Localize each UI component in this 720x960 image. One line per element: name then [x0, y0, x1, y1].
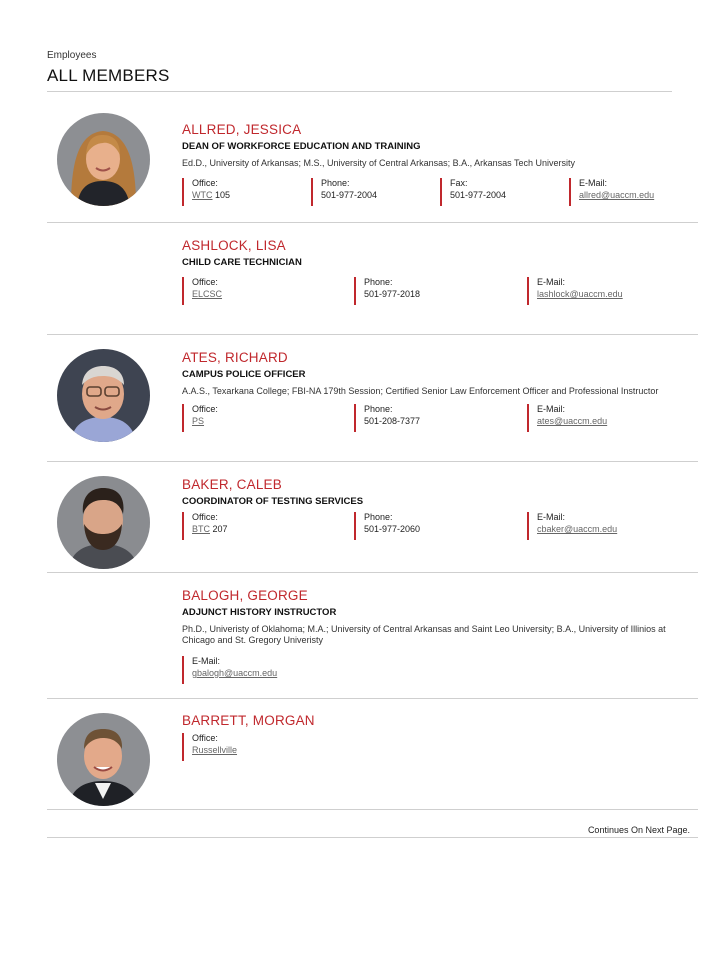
email-link[interactable]: ates@uaccm.edu	[537, 416, 608, 426]
contact-fields	[182, 512, 692, 540]
contact-fields	[182, 178, 692, 206]
title-divider	[47, 91, 672, 92]
avatar	[57, 349, 150, 442]
member-card	[47, 462, 698, 573]
portrait-photo-icon	[57, 476, 150, 569]
avatar	[57, 113, 150, 206]
email-field: E-Mail: lashlock@uaccm.edu	[527, 277, 623, 305]
fax-field: Fax: 501-977-2004	[440, 178, 506, 206]
member-card	[47, 699, 698, 810]
member-education: Ph.D., Univeristy of Oklahoma; M.A.; University of Central Arkansas and Saint Leo University; B.A., University of Illinios at Chicago and St. Gregory Univeristy	[182, 624, 666, 645]
member-name: BARRETT, MORGAN	[182, 713, 315, 728]
avatar	[57, 476, 150, 569]
portrait-photo-icon	[57, 713, 150, 806]
member-role: ADJUNCT HISTORY INSTRUCTOR	[182, 607, 337, 618]
portrait-photo-icon	[57, 113, 150, 206]
email-link[interactable]: allred@uaccm.edu	[579, 190, 655, 200]
contact-fields	[182, 277, 692, 305]
member-name: ASHLOCK, LISA	[182, 238, 286, 253]
page-title: ALL MEMBERS	[47, 66, 170, 85]
office-field: Office: BTC 207	[182, 512, 228, 540]
member-name: ATES, RICHARD	[182, 350, 288, 365]
contact-fields	[182, 404, 692, 432]
member-role: CHILD CARE TECHNICIAN	[182, 257, 302, 268]
member-education: A.A.S., Texarkana College; FBI-NA 179th Session; Certified Senior Law Enforcement Officer and Professional Instructor	[182, 386, 659, 396]
member-card	[47, 223, 698, 335]
contact-fields	[182, 733, 692, 761]
office-link[interactable]: BTC	[192, 524, 210, 534]
member-role: CAMPUS POLICE OFFICER	[182, 369, 306, 380]
member-role: COORDINATOR OF TESTING SERVICES	[182, 496, 364, 507]
office-link[interactable]: Russellville	[192, 745, 238, 755]
phone-field: Phone: 501-977-2004	[311, 178, 377, 206]
office-link[interactable]: ELCSC	[192, 289, 223, 299]
email-field: E-Mail: ates@uaccm.edu	[527, 404, 607, 432]
breadcrumb: Employees	[47, 50, 97, 61]
office-field: Office: WTC 105	[182, 178, 230, 206]
member-role: DEAN OF WORKFORCE EDUCATION AND TRAINING	[182, 141, 421, 152]
office-field: Office: Russellville	[182, 733, 237, 761]
member-name: BALOGH, GEORGE	[182, 588, 308, 603]
bottom-divider	[47, 837, 698, 838]
member-education: Ed.D., University of Arkansas; M.S., University of Central Arkansas; B.A., Arkansas Tech University	[182, 158, 575, 168]
member-name: BAKER, CALEB	[182, 477, 282, 492]
member-card	[47, 573, 698, 699]
member-name: ALLRED, JESSICA	[182, 122, 302, 137]
email-link[interactable]: gbalogh@uaccm.edu	[192, 668, 278, 678]
email-field: E-Mail: cbaker@uaccm.edu	[527, 512, 617, 540]
continues-note: Continues On Next Page.	[587, 825, 690, 835]
email-field: E-Mail: gbalogh@uaccm.edu	[182, 656, 277, 684]
email-link[interactable]: cbaker@uaccm.edu	[537, 524, 618, 534]
phone-field: Phone: 501-208-7377	[354, 404, 420, 432]
office-field: Office: PS	[182, 404, 218, 432]
office-field: Office: ELCSC	[182, 277, 222, 305]
email-field: E-Mail: allred@uaccm.edu	[569, 178, 654, 206]
portrait-photo-icon	[57, 349, 150, 442]
phone-field: Phone: 501-977-2060	[354, 512, 420, 540]
email-link[interactable]: lashlock@uaccm.edu	[537, 289, 623, 299]
office-link[interactable]: WTC	[192, 190, 213, 200]
avatar	[57, 713, 150, 806]
phone-field: Phone: 501-977-2018	[354, 277, 420, 305]
contact-fields	[182, 656, 692, 684]
member-card	[47, 335, 698, 462]
member-card	[47, 102, 698, 223]
office-link[interactable]: PS	[192, 416, 205, 426]
